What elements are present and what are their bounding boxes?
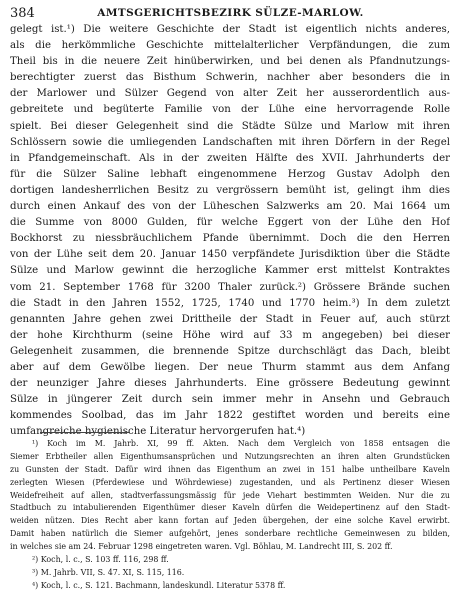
footnote-line: ²) Koch, l. c., S. 103 ff. 116, 298 ff. [32,555,169,565]
body-line: die Stadt in den Jahren 1552, 1725, 1740 und 1770 heim.³) In dem zuletzt [10,297,450,309]
footnote-line: in welches sie am 24. Februar 1298 eingetreten waren. Vgl. Böhlau, M. Landrecht III, S. 202 ff. [10,542,393,552]
footnote-line: zerlegten Wiesen (Pferdewiese und Wöhrdewiese) zugestanden, und als Pertinenz dieser Wiesen [10,477,450,487]
page-header [10,6,451,22]
body-line: Theil bis in die neuere Zeit hinüberwirken, und bei denen als Pfandnutzungs- [10,56,450,68]
footnotes [10,438,450,593]
running-title: AMTSGERICHTSBEZIRK SÜLZE-MARLOW. [97,7,364,19]
body-line: Bockhorst zu niessbräuchlichem Pfande übernimmt. Doch die den Herren [10,233,450,245]
body-line: in Pfandgemeinschaft. Als in der zweiten Hälfte des XVII. Jahrhunderts der [10,152,450,164]
body-line: der Marlower und Sülzer Gegend von alter Zeit her ausserordentlich aus- [10,88,450,100]
body-line: der hohe Kirchthurm (seine Höhe wird auf 33 m angegeben) bei dieser [10,329,450,341]
body-line: vom 21. September 1768 für 3200 Thaler zurück.²) Grössere Brände suchen [10,281,450,293]
footnote-line: Siemer Erbtheiler allen Eigenthumsansprüchen und Nutzungsrechten an ihren alten Grundstücken [10,451,450,461]
body-line: Gelegenheit zusammen, die brennende Spitze durchschlägt das Dach, bleibt [10,345,450,357]
footnote-line: Weidefreiheit auf allen, stadtverfassungsmässig für jede Viehart bestimmten Weiden. Nur die zu [10,490,450,500]
footnote-line: zu Gunsten der Stadt. Dafür wird ihnen das Eigenthum an zwei in 151 halbe untheilbare Kaveln [10,464,450,474]
body-line: aber auf dem Gewölbe liegen. Der neue Thurm stammt aus dem Anfang [10,361,450,373]
footnote-divider [40,432,130,433]
body-line: genannten Jahre gehen zwei Drittheile der Stadt in Feuer auf, auch stürzt [10,313,450,325]
body-line: berechtigter zuerst das Bisthum Schwerin, nachher aber besonders die in [10,72,450,84]
body-line: Sülze und Marlow gewinnt die herzogliche Kammer erst mittelst Kontraktes [10,265,450,277]
body-line: kommendes Soolbad, das im Jahr 1822 gestiftet worden und bereits eine [10,410,450,422]
body-line: Schlössern sowie die umliegenden Landschaften mit ihren Dörfern in der Regel [10,136,450,148]
body-line: gelegt ist.¹) Die weitere Geschichte der Stadt ist eigentlich nichts anderes, [10,24,450,35]
page-number: 384 [10,6,35,21]
footnote-line: ¹) Koch im M. Jahrb. XI, 99 ff. Akten. Nach dem Vergleich von 1858 entsagen die [32,439,450,448]
body-line: gebreitete und begüterte Familie von der Lühe eine hervorragende Rolle [10,104,450,116]
body-line: von der Lühe seit dem 20. Januar 1450 verpfändete Jurisdiktion über die Städte [10,249,450,261]
body-line: als die herkömmliche Geschichte mittelalterlicher Verpfändungen, die zum [10,40,450,52]
body-line: dortigen landesherrlichen Besitz zu vergrössern bemüht ist, gelingt ihm dies [10,184,450,196]
footnote-line: Stadtbuch zu intabulierenden Eigenthümer dieser Kaveln dürfen die Weidepertinenz auf den Stadt- [10,503,450,513]
body-text [10,22,450,440]
body-line: der neunziger Jahre dieses Jahrhunderts. Eine grössere Bedeutung gewinnt [10,378,450,390]
body-line: für die Sülzer Saline lebhaft eingenommene Herzog Gustav Adolph den [10,168,450,180]
footnote-line: ³) M. Jahrb. VII, S. 47. XI, S. 115, 116. [32,567,185,577]
body-line: die Summe von 8000 Gulden, für welche Eggert von der Lühe den Hof [10,217,450,229]
body-line: spielt. Bei dieser Gelegenheit sind die Städte Sülze und Marlow mit ihren [10,120,450,132]
footnote-line: ⁴) Koch, l. c., S. 121. Bachmann, landeskundl. Literatur 5378 ff. [32,580,286,590]
footnote-line: Damit haben natürlich die Siemer aufgehört, jenes sonderbare rechtliche Gemeinwesen zu bilden, [10,529,450,539]
body-line: durch einen Ankauf des von der Lüheschen Salzwerks am 20. Mai 1664 um [10,201,450,213]
footnote-line: weiden nützen. Dies Recht aber kann fortan auf Jeden übergehen, der eine solche Kavel erwirbt. [10,516,450,526]
body-line: umfangreiche hygienische Literatur hervorgerufen hat.⁴) [10,426,306,438]
body-line: Sülze in jüngerer Zeit durch sein immer mehr in Ansehn und Gebrauch [10,394,450,406]
